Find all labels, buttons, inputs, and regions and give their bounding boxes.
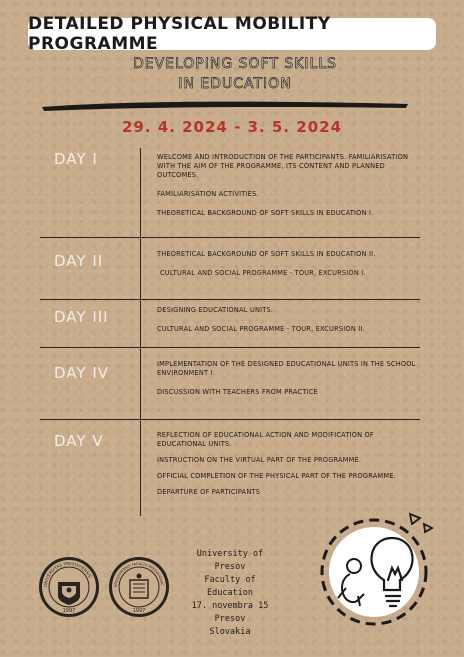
address-line: Faculty of Education <box>204 575 256 598</box>
activity-item: REFLECTION OF EDUCATIONAL ACTION AND MODIFICATION OF EDUCATIONAL UNITS. <box>157 431 374 448</box>
subtitle-line-1: DEVELOPING SOFT SKILLS <box>132 56 338 72</box>
day-label: DAY I <box>54 150 98 168</box>
day-row <box>40 420 420 516</box>
schedule-table <box>40 148 420 516</box>
activity-item: INSTRUCTION ON THE VIRTUAL PART OF THE PROGRAMME. <box>157 456 362 464</box>
lightbulb-illustration <box>314 506 444 636</box>
activity-item: WELCOME AND INTRODUCTION OF THE PARTICIPANTS. FAMILIARISATION WITH THE AIM OF THE PROGRAMME, ITS CONTENT AND PLANNED OUTCOMES. <box>157 153 409 179</box>
subtitle <box>110 54 360 94</box>
activity-item: THEORETICAL BACKGROUND OF SOFT SKILLS IN EDUCATION II. <box>157 250 376 258</box>
faculty-seal <box>108 556 170 618</box>
activity-item: CULTURAL AND SOCIAL PROGRAMME - TOUR, EXCURSION II. <box>157 325 365 333</box>
activity-item: DEPARTURE OF PARTICIPANTS <box>157 488 261 496</box>
address-line: University of Presov <box>196 549 264 572</box>
programme-dates: 29. 4. 2024 - 3. 5. 2024 <box>121 118 343 136</box>
address-line: Presov <box>214 614 246 624</box>
address-block <box>180 548 280 639</box>
day-row <box>40 148 420 238</box>
activity-item: DISCUSSION WITH TEACHERS FROM PRACTICE <box>157 388 318 396</box>
day-row <box>40 238 420 300</box>
subtitle-line-2: IN EDUCATION <box>178 76 292 92</box>
address-line: Slovakia <box>209 627 251 637</box>
page-title: DETAILED PHYSICAL MOBILITY PROGRAMME <box>28 18 436 50</box>
address-line: 17. novembra 15 <box>191 601 269 611</box>
seal-2-year: 1997 <box>132 608 146 614</box>
activity-item: OFFICIAL COMPLETION OF THE PHYSICAL PART OF THE PROGRAMME. <box>157 472 396 480</box>
seal-2-text: PRESOVIENSIS FACULTA PAEDAGOGIC <box>113 561 164 588</box>
activity-item: THEORETICAL BACKGROUND OF SOFT SKILLS IN EDUCATION I. <box>157 209 374 217</box>
day-label: DAY V <box>54 432 104 450</box>
seal-1-year: 1997 <box>62 608 76 614</box>
activity-item: DESIGNING EDUCATIONAL UNITS. <box>157 306 274 314</box>
activity-item: CULTURAL AND SOCIAL PROGRAMME - TOUR, EXCURSION I. <box>160 269 366 277</box>
brush-underline <box>40 98 410 112</box>
day-label: DAY II <box>54 252 104 270</box>
university-seal <box>38 556 100 618</box>
activity-item: FAMILIARISATION ACTIVITIES. <box>157 190 259 198</box>
day-row <box>40 348 420 420</box>
day-label: DAY III <box>54 308 109 326</box>
activity-item: IMPLEMENTATION OF THE DESIGNED EDUCATIONAL UNITS IN THE SCHOOL ENVIRONMENT I. <box>157 360 416 377</box>
day-label: DAY IV <box>54 364 109 382</box>
seal-1-text: UNIVERSITAS PRESOVIENSIS <box>42 560 93 588</box>
day-row <box>40 300 420 348</box>
